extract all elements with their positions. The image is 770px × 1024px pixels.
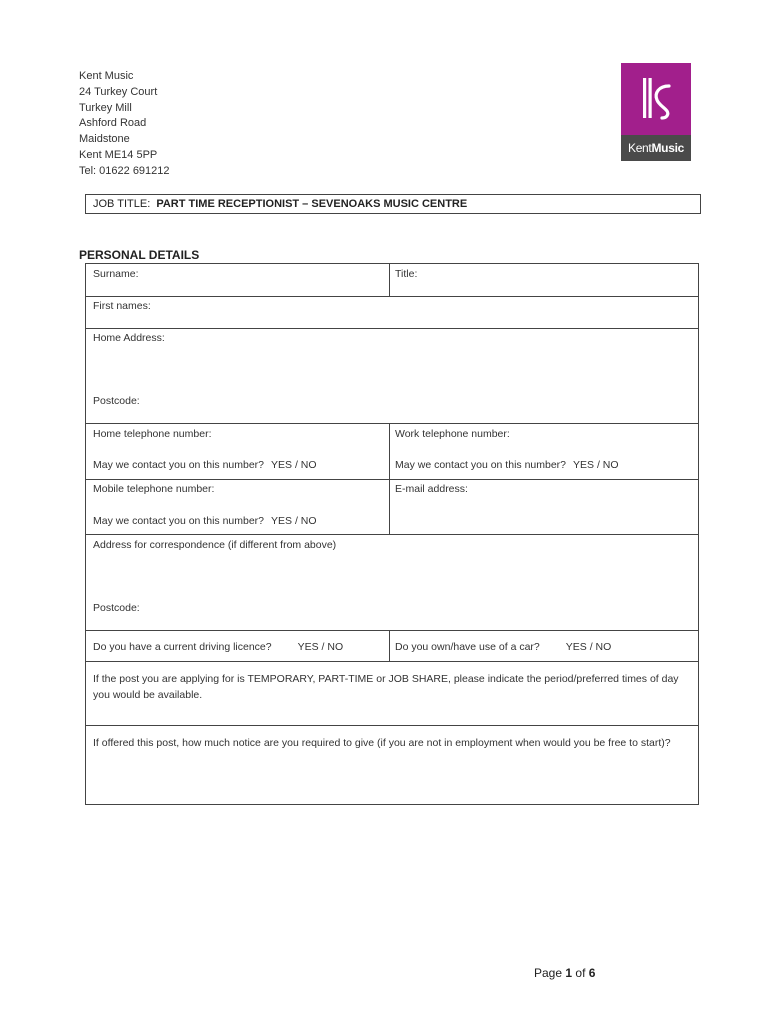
- organisation-address: [79, 69, 170, 180]
- kent-music-k-icon: [621, 63, 691, 135]
- home-telephone-field-label[interactable]: Home telephone number:: [93, 428, 212, 440]
- job-title-box: [85, 194, 701, 214]
- yes-no-option[interactable]: YES / NO: [271, 515, 317, 527]
- availability-question[interactable]: If the post you are applying for is TEMPORARY, PART-TIME or JOB SHARE, please indicate the period/preferred times of day you would be available.: [93, 673, 679, 701]
- contact-question-text: May we contact you on this number?: [93, 459, 265, 471]
- personal-details-heading: PERSONAL DETAILS: [79, 248, 200, 262]
- address-line: Tel: 01622 691212: [79, 164, 170, 177]
- first-names-field-label[interactable]: First names:: [93, 300, 151, 312]
- notice-period-question[interactable]: If offered this post, how much notice are you required to give (if you are not in employment when would you be free to start)?: [93, 737, 671, 749]
- surname-field-label[interactable]: Surname:: [93, 268, 139, 280]
- logo-text-regular: Kent: [627, 141, 652, 155]
- driving-licence-text: Do you have a current driving licence?: [93, 641, 272, 653]
- column-divider: [389, 423, 390, 534]
- page-word: Page: [534, 966, 563, 980]
- page-number: [534, 966, 595, 980]
- of-word: of: [575, 966, 586, 980]
- row-divider: [86, 630, 698, 631]
- address-line: 24 Turkey Court: [79, 85, 158, 98]
- personal-details-table: [85, 263, 699, 805]
- home-contact-question: [93, 458, 317, 472]
- current-page: 1: [565, 966, 573, 980]
- total-pages: 6: [588, 966, 596, 980]
- address-line: Maidstone: [79, 133, 130, 146]
- driving-licence-question: [93, 640, 343, 654]
- logo-text-bold: Music: [651, 141, 684, 155]
- work-contact-question: [395, 458, 619, 472]
- car-question: [395, 640, 611, 654]
- row-divider: [86, 534, 698, 535]
- yes-no-option[interactable]: YES / NO: [297, 641, 344, 653]
- mobile-contact-question: [93, 514, 317, 528]
- address-line: Kent Music: [79, 70, 134, 82]
- email-field-label[interactable]: E-mail address:: [395, 483, 468, 495]
- home-address-field-label[interactable]: Home Address:: [93, 332, 165, 344]
- address-line: Ashford Road: [79, 117, 147, 130]
- logo-mark: [621, 63, 691, 135]
- yes-no-option[interactable]: YES / NO: [573, 459, 619, 471]
- car-question-text: Do you own/have use of a car?: [395, 641, 540, 653]
- column-divider: [389, 264, 390, 296]
- kent-music-logo: [621, 63, 691, 161]
- row-divider: [86, 296, 698, 297]
- row-divider: [86, 479, 698, 480]
- row-divider: [86, 328, 698, 329]
- yes-no-option[interactable]: YES / NO: [565, 641, 612, 653]
- row-divider: [86, 423, 698, 424]
- title-field-label[interactable]: Title:: [395, 268, 418, 280]
- correspondence-postcode-field-label[interactable]: Postcode:: [93, 602, 140, 614]
- work-telephone-field-label[interactable]: Work telephone number:: [395, 428, 510, 440]
- mobile-telephone-field-label[interactable]: Mobile telephone number:: [93, 483, 215, 495]
- postcode-field-label[interactable]: Postcode:: [93, 395, 140, 407]
- row-divider: [86, 661, 698, 662]
- yes-no-option[interactable]: YES / NO: [271, 459, 317, 471]
- row-divider: [86, 725, 698, 726]
- correspondence-address-field-label[interactable]: Address for correspondence (if different from above): [93, 539, 337, 551]
- logo-wordmark: [621, 135, 691, 161]
- contact-question-text: May we contact you on this number?: [395, 459, 567, 471]
- address-line: Kent ME14 5PP: [79, 148, 158, 161]
- job-title-value: PART TIME RECEPTIONIST – SEVENOAKS MUSIC CENTRE: [156, 198, 468, 210]
- job-title-label: JOB TITLE:: [93, 198, 151, 210]
- contact-question-text: May we contact you on this number?: [93, 515, 265, 527]
- address-line: Turkey Mill: [79, 101, 132, 114]
- column-divider: [389, 630, 390, 661]
